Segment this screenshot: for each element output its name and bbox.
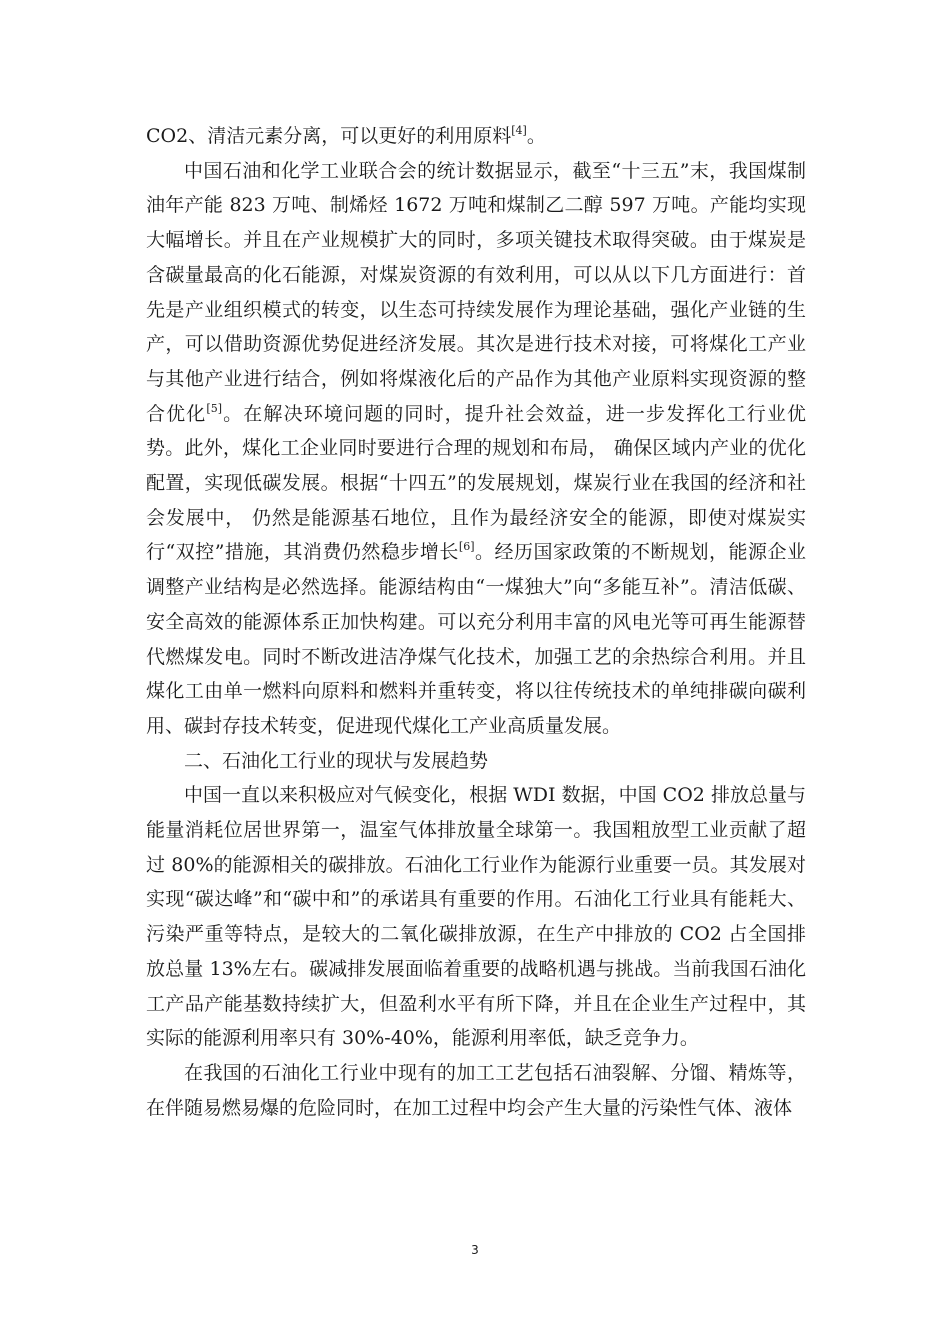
document-body [146,119,806,1125]
citation-ref: [5] [206,401,223,415]
paragraph-text: 中国石油和化学工业联合会的统计数据显示，截至“十三五”末，我国煤制油年产能 823 万吨、制烯烃 1672 万吨和煤制乙二醇 597 万吨。产能均实现大幅增长。并且在产业规模扩大的同时，多项关键技术取得突破。由于煤炭是含碳量最高的化石能源，对煤炭资源的有效利用，可以从以下几方面进行：首先是产业组织模式的转变，以生态可持续发展作为理论基础，强化产业链的生产，可以借助资源优势促进经济发展。其次是进行技术对接，可将煤化工产业与其他产业进行结合，例如将煤液化后的产品作为其他产业原料实现资源的整合优化 [146,159,806,425]
paragraph-text: CO2、清洁元素分离，可以更好的利用原料 [146,125,512,147]
paragraph-processing: 在我国的石油化工行业中现有的加工工艺包括石油裂解、分馏、精炼等，在伴随易燃易爆的危险同时，在加工过程中均会产生大量的污染性气体、液体 [146,1061,806,1119]
section-heading: 二、石油化工行业的现状与发展趋势 [184,749,489,772]
paragraph-petrochemical-status: 中国一直以来积极应对气候变化，根据 WDI 数据，中国 CO2 排放总量与能量消耗位居世界第一，温室气体排放量全球第一。我国粗放型工业贡献了超过 80%的能源相关的碳排放。石油化工行业作为能源行业重要一员。其发展对实现“碳达峰”和“碳中和”的承诺具有重要的作用。石油化工行业具有能耗大、污染严重等特点，是较大的二氧化碳排放源，在生产中排放的 CO2 占全国排放总量 13%左右。碳减排发展面临着重要的战略机遇与挑战。当前我国石油化工产品产能基数持续扩大，但盈利水平有所下降，并且在企业生产过程中，其实际的能源利用率只有 30%-40%，能源利用率低，缺乏竞争力。 [146,784,806,1050]
paragraph-coal-chemical [146,154,806,744]
citation-ref: [6] [458,540,475,554]
page-number: 3 [471,1243,479,1257]
paragraph-text: 。在解决环境问题的同时，提升社会效益，进一步发挥化工行业优势。此外，煤化工企业同时要进行合理的规划和布局， 确保区域内产业的优化配置，实现低碳发展。根据“十四五”的发展规划，煤炭行业在我国的经济和社会发展中， 仍然是能源基石地位，且作为最经济安全的能源，即使对煤炭实行“双控”措施，其消费仍然稳步增长 [146,402,806,564]
paragraph-text: 。 [526,125,546,147]
paragraph-text: 。经历国家政策的不断规划，能源企业调整产业结构是必然选择。能源结构由“一煤独大”向“多能互补”。清洁低碳、安全高效的能源体系正加快构建。可以充分利用丰富的风电光等可再生能源替代燃煤发电。同时不断改进洁净煤气化技术，加强工艺的余热综合利用。并且煤化工由单一燃料向原料和燃料并重转变，将以往传统技术的单纯排碳向碳利用、碳封存技术转变，促进现代煤化工产业高质量发展。 [146,541,806,737]
citation-ref: [4] [511,124,527,137]
paragraph-continuation [146,119,806,154]
